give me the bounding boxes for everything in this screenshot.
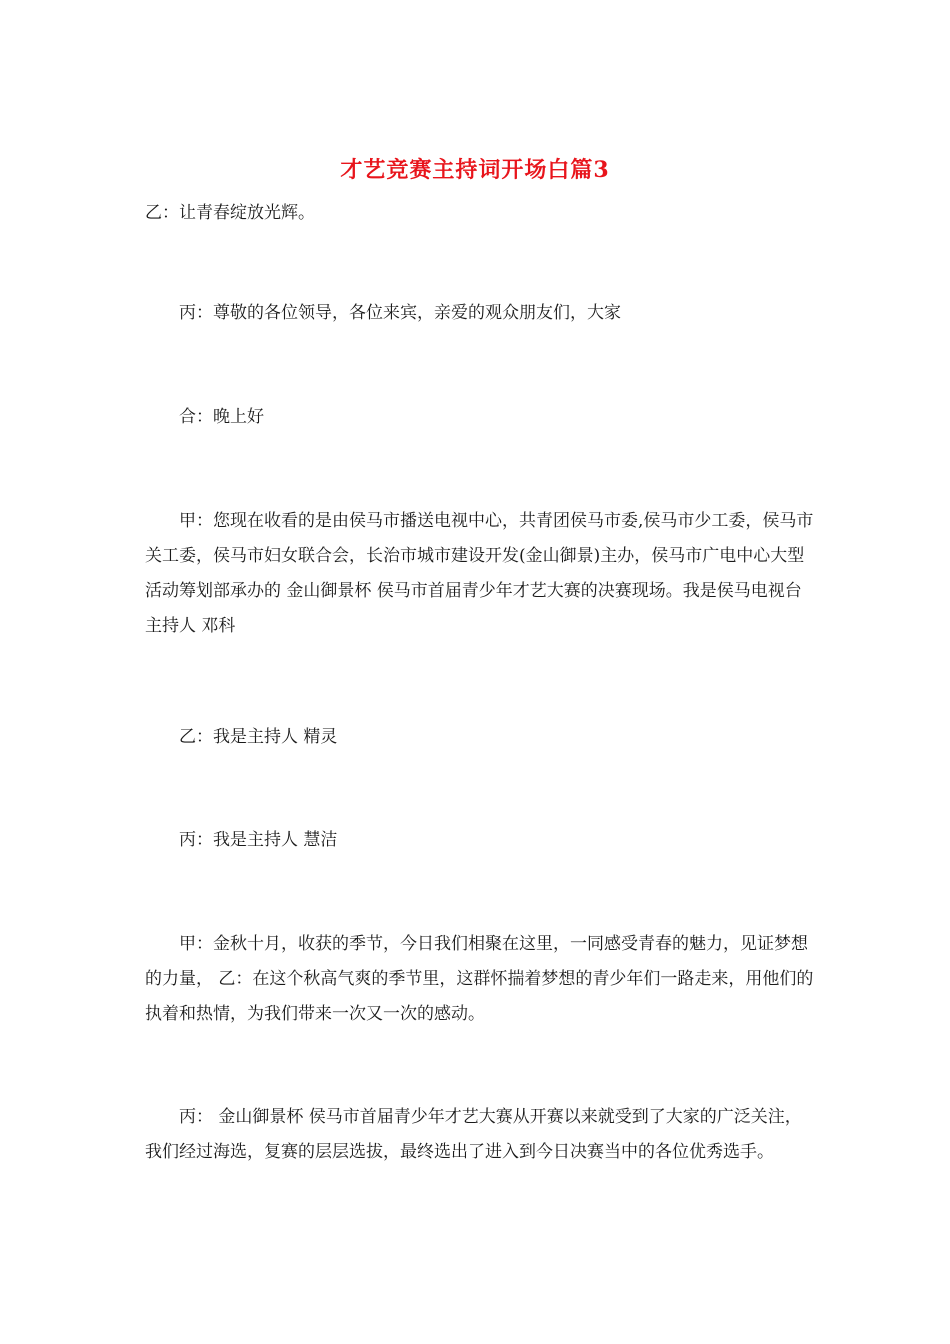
page-title: 才艺竞赛主持词开场白篇3	[340, 157, 610, 183]
paragraph-yi-host: 乙：我是主持人 精灵	[145, 727, 338, 747]
paragraph-bing-host: 丙：我是主持人 慧洁	[145, 830, 338, 850]
paragraph-bing-greeting: 丙：尊敬的各位领导，各位来宾，亲爱的观众朋友们，大家	[145, 303, 621, 323]
paragraph-intro: 乙：让青春绽放光辉。	[145, 203, 315, 223]
paragraph-together: 合：晚上好	[145, 407, 264, 427]
paragraph-jia-intro: 甲：您现在收看的是由侯马市播送电视中心，共青团侯马市委,侯马市少工委，侯马市关工委，侯马市妇女联合会，长治市城市建设开发(金山御景)主办，侯马市广电中心大型活动筹划部承办的 金山御景杯 侯马市首届青少年才艺大赛的决赛现场。我是侯马电视台主持人 邓科	[145, 511, 814, 636]
paragraph-bing-contest: 丙： 金山御景杯 侯马市首届青少年才艺大赛从开赛以来就受到了大家的广泛关注，我们经过海选，复赛的层层选拔，最终选出了进入到今日决赛当中的各位优秀选手。	[145, 1107, 802, 1162]
paragraph-jia-autumn: 甲：金秋十月，收获的季节，今日我们相聚在这里，一同感受青春的魅力，见证梦想的力量， 乙：在这个秋高气爽的季节里，这群怀揣着梦想的青少年们一路走来，用他们的执着和热情，为我们带来一次又一次的感动。	[145, 934, 814, 1024]
